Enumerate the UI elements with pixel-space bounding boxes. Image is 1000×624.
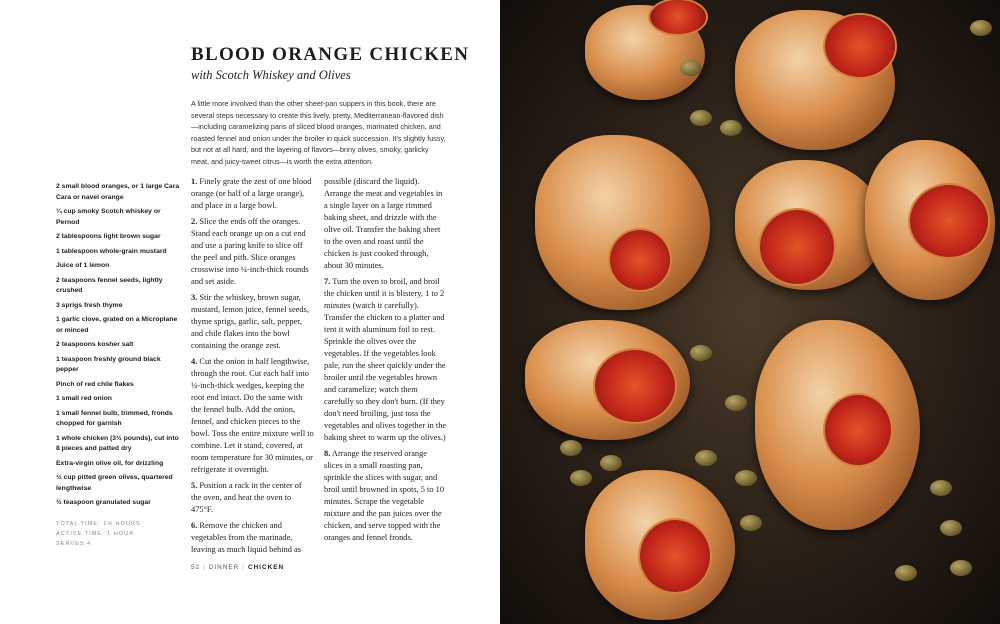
step-text: Slice the ends off the oranges. Stand each orange up on a cut end and use a paring knife to slice off the peel and pith. Slice oranges crosswise into ¼-inch-thick rounds and set aside. xyxy=(191,216,309,286)
ingredient-list xyxy=(56,182,180,509)
page-footer: 52 | DINNER | CHICKEN xyxy=(191,563,285,571)
chicken-photo xyxy=(500,0,1000,624)
ingredient-item: Extra-virgin olive oil, for drizzling xyxy=(56,459,164,467)
step-number: 5. xyxy=(191,480,198,490)
page-number: 52 xyxy=(191,563,201,571)
recipe-meta xyxy=(56,519,180,549)
recipe-subtitle: with Scotch Whiskey and Olives xyxy=(191,68,351,82)
ingredient-item: 2 tablespoons light brown sugar xyxy=(56,233,161,240)
step-text: Position a rack in the center of the oven, and heat the oven to 475°F. xyxy=(191,480,302,514)
ingredient-item: 1 small fennel bulb, trimmed, fronds chopped for garnish xyxy=(56,409,173,427)
step-2 xyxy=(191,216,314,288)
step-3 xyxy=(191,292,314,352)
step-text: Finely grate the zest of one blood orange (or half of a large orange), and place in a large bowl. xyxy=(191,176,312,210)
footer-section: DINNER xyxy=(208,563,240,571)
step-8 xyxy=(324,448,447,544)
step-1 xyxy=(191,176,314,212)
ingredient-item: 2 small blood oranges, or 1 large Cara Cara or navel orange xyxy=(56,183,180,201)
recipe-title: BLOOD ORANGE CHICKEN xyxy=(191,44,470,65)
step-7 xyxy=(324,276,447,444)
ingredient-item: 1 whole chicken (3½ pounds), cut into 8 pieces and patted dry xyxy=(56,434,179,452)
total-time: TOTAL TIME: 1½ HOURS xyxy=(56,520,141,527)
step-number: 7. xyxy=(324,276,331,286)
serves: SERVES 4 xyxy=(56,540,92,547)
ingredient-item: 3 sprigs fresh thyme xyxy=(56,301,123,309)
step-text: Stir the whiskey, brown sugar, mustard, lemon juice, fennel seeds, thyme sprigs, garlic, salt, pepper, and chile flakes into the bowl containing the orange zest. xyxy=(191,292,309,350)
step-number: 3. xyxy=(191,292,198,302)
ingredient-item: 1 tablespoon whole-grain mustard xyxy=(56,247,167,255)
step-number: 4. xyxy=(191,356,198,366)
active-time: ACTIVE TIME: 1 HOUR xyxy=(56,530,135,537)
step-text: Turn the oven to broil, and broil the chicken until it is blistery, 1 to 2 minutes (watch it carefully). Transfer the chicken to a platter and tent it with aluminum foil to rest. Sprinkle the olives over the vegetables. If the vegetables look pale, run the sheet quickly under the broiler until the vegetables brown and caramelize; watch them carefully so they don't burn. (If they don't need broiling, just toss the vegetables and olives together in the baking sheet to warm up the olives.) xyxy=(324,276,447,442)
ingredient-item: ¼ cup smoky Scotch whiskey or Pernod xyxy=(56,208,161,226)
ingredient-item: 1 garlic clove, grated on a Microplane or minced xyxy=(56,316,178,334)
ingredient-item: Juice of 1 lemon xyxy=(56,262,110,269)
step-number: 6. xyxy=(191,520,198,530)
step-4 xyxy=(191,356,314,476)
steps-columns xyxy=(191,176,447,556)
step-number: 8. xyxy=(324,448,331,458)
ingredient-column xyxy=(56,182,180,549)
ingredient-item: ½ cup pitted green olives, quartered lengthwise xyxy=(56,474,173,492)
step-text: Arrange the reserved orange slices in a small roasting pan, sprinkle the slices with sugar, and broil until browned in spots, 5 to 10 minutes. Scrape the vegetable mixture and the pan juices over the chicken, and serve topped with the oranges and fennel fronds. xyxy=(324,448,445,542)
step-text: Cut the onion in half lengthwise, through the root. Cut each half into ¼-inch-thick wedges, keeping the root end intact. Do the same with the fennel bulb. Add the onion, fennel, and chicken pieces to the bowl. Toss the entire mixture well to combine. Let it stand, covered, at room temperature for 30 minutes, or refrigerate it overnight. xyxy=(191,356,314,474)
ingredient-item: ½ teaspoon granulated sugar xyxy=(56,499,151,506)
recipe-body xyxy=(191,98,447,571)
ingredient-item: 2 teaspoons fennel seeds, lightly crushed xyxy=(56,276,163,294)
footer-subsection: CHICKEN xyxy=(247,563,285,571)
step-text: Remove the chicken and vegetables from the marinade, leaving as much liquid behind as possible (discard the liquid). Arrange the meat and vegetables in a single layer on a large rimmed baking sheet, and drizzle with the olive oil. Transfer the baking sheet to the oven and roast until the chicken is just cooked through, about 30 minutes. xyxy=(191,176,443,554)
step-5 xyxy=(191,480,314,516)
ingredient-item: 2 teaspoons kosher salt xyxy=(56,341,134,348)
step-number: 1. xyxy=(191,176,198,186)
ingredient-item: 1 small red onion xyxy=(56,395,112,402)
ingredient-item: 1 teaspoon freshly ground black pepper xyxy=(56,355,161,373)
recipe-intro: A little more involved than the other sheet-pan suppers in this book, there are several steps necessary to create this lively, pretty, Mediterranean-flavored dish—including caramelizing pans of sliced blood oranges, marinated chicken, and roasted fennel and onion under the broiler in quick succession. It's slightly fussy, but not at all hard, and the layering of flavors—briny olives, smoky, garlicky meat, and juicy-sweet citrus—is worth the extra attention. xyxy=(191,99,446,166)
step-number: 2. xyxy=(191,216,198,226)
ingredient-item: Pinch of red chile flakes xyxy=(56,380,134,388)
